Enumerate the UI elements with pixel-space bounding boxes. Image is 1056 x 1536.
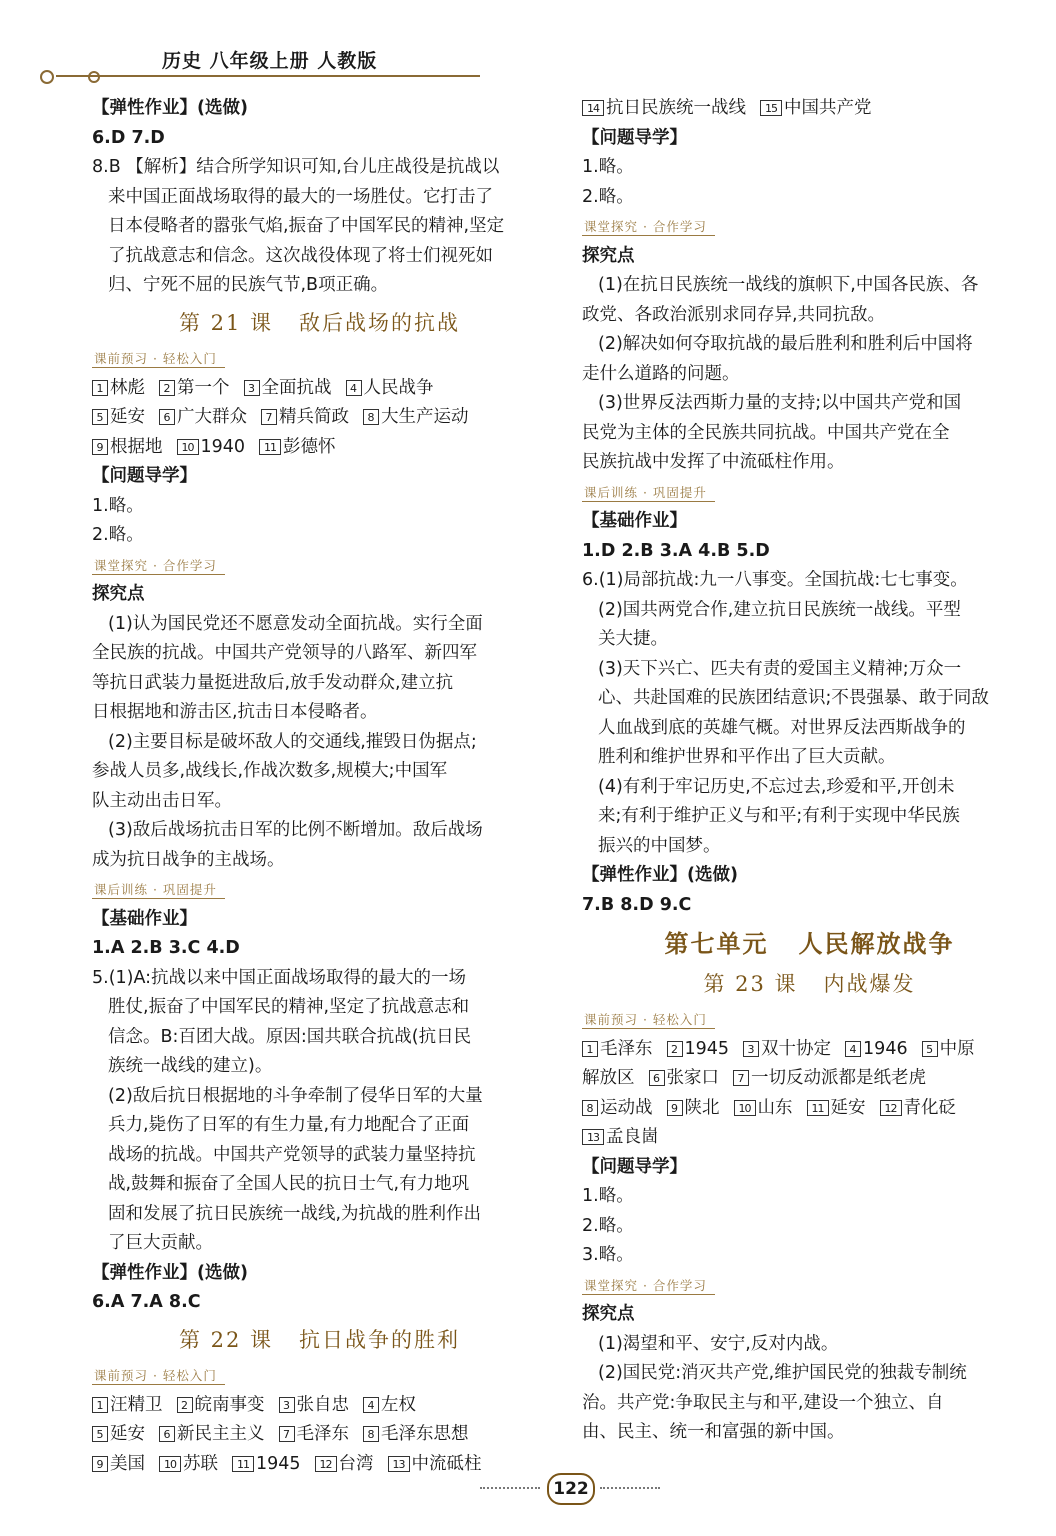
text-line: 由、民主、统一和富强的新中国。	[582, 1422, 845, 1442]
section-tag: 课堂探究 · 合作学习	[582, 1277, 715, 1295]
text-line: 民党为主体的全民族共同抗战。中国共产党在全	[582, 422, 950, 443]
keyword: 广大群众	[177, 407, 247, 427]
text-line: 关大捷。	[598, 629, 668, 649]
keyword-row	[92, 1420, 547, 1450]
section-tag: 课后训练 · 巩固提升	[92, 881, 225, 899]
text-line: 成为抗日战争的主战场。	[92, 849, 285, 870]
keyword-list	[92, 1391, 547, 1480]
text-line: 了抗战意志和信念。这次战役体现了将士们视死如	[108, 245, 493, 266]
item-number-box: 14	[582, 100, 604, 116]
keyword: 林彪	[110, 377, 145, 398]
text-line: 战,鼓舞和振奋了全国人民的抗日士气,有力地巩	[108, 1174, 470, 1194]
right-column	[582, 94, 1037, 1448]
item-number-box: 9	[667, 1100, 683, 1116]
item-number-box: 5	[922, 1041, 938, 1057]
keyword: 中原	[939, 1038, 975, 1059]
text-line: 心、共赴国难的民族团结意识;不畏强暴、敢于同敌	[598, 688, 989, 708]
item-number-box: 4	[346, 380, 362, 396]
keyword: 延安	[110, 407, 145, 427]
section-label: 【基础作业】	[582, 511, 687, 531]
item-number-box: 7	[261, 409, 277, 425]
text-line: (1)渴望和平、安宁,反对内战。	[598, 1333, 839, 1354]
keyword: 1940	[200, 436, 246, 457]
text-line: 信念。B:百团大战。原因:国共联合抗战(抗日民	[108, 1026, 472, 1047]
item-number-box: 10	[734, 1100, 756, 1116]
section-label: 【问题导学】	[582, 1156, 687, 1177]
keyword-list	[582, 1035, 1037, 1153]
keyword: 双十协定	[761, 1038, 832, 1059]
text-line: (2)国共两党合作,建立抗日民族统一战线。平型	[598, 599, 961, 620]
text-line: 固和发展了抗日民族统一战线,为抗战的胜利作出	[108, 1203, 482, 1224]
page-footer	[480, 1473, 660, 1503]
text-line: (3)敌后战场抗击日军的比例不断增加。敌后战场	[108, 820, 483, 840]
lesson-name: 内战爆发	[823, 971, 916, 996]
item-number-box: 11	[807, 1100, 829, 1116]
text-line: 胜仗,振奋了中国军民的精神,坚定了抗战意志和	[108, 997, 470, 1017]
text-line: 政党、各政治派别求同存异,共同抗敌。	[582, 304, 886, 325]
item-number-box: 8	[363, 409, 379, 425]
keyword-list	[92, 374, 547, 463]
text-line: 走什么道路的问题。	[582, 363, 740, 384]
item-number-box: 12	[880, 1100, 902, 1116]
text-line: 5.(1)A:抗战以来中国正面战场取得的最大的一场	[92, 967, 467, 988]
text-line: (2)国民党:消灭共产党,维护国民党的独裁专制统	[598, 1363, 967, 1383]
keyword-row	[582, 1035, 1037, 1065]
text-line: 全民族的抗战。中国共产党领导的八路军、新四军	[92, 643, 477, 663]
text-line: 兵力,毙伤了日军的有生力量,有力地配合了正面	[108, 1115, 470, 1135]
section-label: 探究点	[582, 1304, 635, 1324]
text-line: (2)主要目标是破坏敌人的交通线,摧毁日伪据点;	[108, 731, 477, 752]
footer-dots	[480, 1487, 540, 1489]
keyword: 新民主主义	[177, 1424, 265, 1444]
text-line: 了巨大贡献。	[108, 1233, 213, 1253]
text-line: 民族抗战中发挥了中流砥柱作用。	[582, 452, 845, 472]
header-ornament	[88, 71, 100, 83]
keyword: 张自忠	[296, 1394, 349, 1415]
text-line: 等抗日武装力量挺进敌后,放手发动群众,建立抗	[92, 672, 454, 693]
keyword: 1945	[256, 1453, 301, 1474]
text-line: 8.B 【解析】结合所学知识可知,台儿庄战役是抗战以	[92, 157, 500, 177]
keyword-row	[92, 1391, 547, 1421]
item-number-box: 6	[159, 409, 175, 425]
answer-line: 7.B 8.D 9.C	[582, 894, 692, 915]
section-tag: 课前预习 · 轻松入门	[92, 350, 225, 368]
keyword: 左权	[381, 1394, 416, 1415]
item-number-box: 1	[92, 1397, 108, 1413]
keyword: 抗日民族统一战线	[606, 98, 746, 118]
item-number-box: 3	[244, 380, 260, 396]
page-number: 122	[547, 1473, 595, 1505]
page-header	[40, 42, 480, 92]
keyword: 1946	[863, 1038, 908, 1059]
item-number-box: 15	[760, 100, 782, 116]
item-number-box: 1	[92, 380, 108, 396]
item-number-box: 6	[159, 1426, 175, 1442]
section-tag: 课后训练 · 巩固提升	[582, 484, 715, 502]
lesson-number: 第 23 课	[703, 971, 798, 996]
keyword: 精兵简政	[279, 407, 349, 427]
header-rule	[56, 75, 480, 77]
text-line: 治。共产党:争取民主与和平,建设一个独立、自	[582, 1392, 944, 1413]
item-number-box: 8	[582, 1100, 598, 1116]
keyword: 美国	[110, 1453, 145, 1474]
text-line: 1.略。	[582, 157, 634, 177]
item-number-box: 11	[259, 439, 281, 455]
item-number-box: 12	[315, 1456, 337, 1472]
text-line: 6.(1)局部抗战:九一八事变。全国抗战:七七事变。	[582, 570, 968, 590]
text-line: (2)解决如何夺取抗战的最后胜利和胜利后中国将	[598, 334, 973, 354]
text-line: 3.略。	[582, 1245, 634, 1265]
section-label: 【问题导学】	[92, 466, 197, 486]
keyword-row	[582, 1123, 1037, 1153]
answer-line: 1.A 2.B 3.C 4.D	[92, 938, 240, 958]
keyword: 山东	[757, 1097, 793, 1118]
keyword: 中国共产党	[784, 98, 872, 118]
keyword: 陕北	[684, 1097, 720, 1118]
item-number-box: 6	[649, 1070, 665, 1086]
keyword-row	[582, 94, 1037, 124]
item-number-box: 5	[92, 1426, 108, 1442]
text-line: 归、宁死不屈的民族气节,B项正确。	[108, 275, 389, 295]
answer-line: 6.D 7.D	[92, 127, 165, 148]
keyword-row	[92, 433, 547, 463]
keyword-row	[582, 1094, 1037, 1124]
item-number-box: 5	[92, 409, 108, 425]
keyword: 根据地	[110, 436, 163, 457]
keyword: 台湾	[338, 1453, 374, 1474]
lesson-title	[582, 970, 1037, 1000]
section-tag: 课堂探究 · 合作学习	[582, 218, 715, 236]
unit-name: 人民解放战争	[798, 930, 955, 958]
text-line: 日根据地和游击区,抗击日本侵略者。	[92, 702, 378, 722]
item-number-box: 3	[743, 1041, 759, 1057]
keyword-list	[582, 94, 1037, 124]
text-line: 队主动出击日军。	[92, 790, 232, 811]
keyword: 延安	[830, 1097, 866, 1118]
lesson-number: 第 21 课	[178, 310, 274, 335]
footer-dots	[600, 1487, 660, 1489]
text-line: 来;有利于维护正义与和平;有利于实现中华民族	[598, 806, 960, 826]
keyword: 彭德怀	[283, 436, 336, 457]
lesson-title	[92, 309, 547, 339]
item-number-box: 4	[363, 1397, 379, 1413]
text-line: (3)天下兴亡、匹夫有责的爱国主义精神;万众一	[598, 658, 962, 679]
keyword-row	[92, 1450, 547, 1480]
keyword: 1945	[684, 1038, 730, 1059]
answer-line: 1.D 2.B 3.A 4.B 5.D	[582, 540, 770, 561]
text-line: 胜利和维护世界和平作出了巨大贡献。	[598, 747, 896, 767]
item-number-box: 2	[159, 380, 175, 396]
answer-line: 6.A 7.A 8.C	[92, 1292, 201, 1312]
unit-title	[582, 930, 1037, 960]
item-number-box: 13	[582, 1129, 604, 1145]
item-number-box: 7	[733, 1070, 749, 1086]
keyword: 全面抗战	[261, 377, 332, 398]
item-number-box: 4	[845, 1041, 861, 1057]
item-number-box: 1	[582, 1041, 598, 1057]
section-tag: 课前预习 · 轻松入门	[582, 1011, 715, 1029]
text-line: 来中国正面战场取得的最大的一场胜仗。它打击了	[108, 186, 493, 207]
lesson-name: 敌后战场的抗战	[299, 310, 461, 335]
text-line: 战场的抗战。中国共产党领导的武装力量坚持抗	[108, 1144, 476, 1165]
text-line: 振兴的中国梦。	[598, 835, 721, 856]
keyword: 孟良崮	[606, 1127, 659, 1147]
section-label: 【基础作业】	[92, 908, 197, 929]
item-number-box: 8	[363, 1426, 379, 1442]
keyword: 一切反动派都是纸老虎	[751, 1068, 926, 1088]
text-line: (1)在抗日民族统一战线的旗帜下,中国各民族、各	[598, 275, 979, 295]
item-number-box: 9	[92, 1456, 108, 1472]
keyword: 汪精卫	[110, 1394, 163, 1415]
item-number-box: 2	[667, 1041, 683, 1057]
keyword: 苏联	[183, 1453, 218, 1474]
text-line: 2.略。	[92, 525, 144, 545]
text-line: 人血战到底的英雄气概。对世界反法西斯战争的	[598, 717, 966, 738]
keyword: 毛泽东	[296, 1424, 349, 1444]
item-number-box: 13	[388, 1456, 410, 1472]
text-line: (2)敌后抗日根据地的斗争牵制了侵华日军的大量	[108, 1085, 483, 1106]
section-label: 【问题导学】	[582, 127, 687, 148]
lesson-title	[92, 1326, 547, 1356]
keyword: 延安	[110, 1424, 145, 1444]
section-tag: 课堂探究 · 合作学习	[92, 557, 225, 575]
text-line: (1)认为国民党还不愿意发动全面抗战。实行全面	[108, 613, 483, 634]
text-line: 1.略。	[582, 1186, 634, 1206]
section-label: 探究点	[92, 584, 145, 604]
text-line: 参战人员多,战线长,作战次数多,规模大;中国军	[92, 761, 448, 781]
section-label: 【弹性作业】(选做)	[582, 865, 738, 885]
keyword: 毛泽东	[600, 1038, 653, 1059]
item-number-box: 10	[159, 1456, 181, 1472]
item-number-box: 2	[177, 1397, 193, 1413]
keyword: 大生产运动	[381, 407, 469, 427]
item-number-box: 9	[92, 439, 108, 455]
lesson-name: 抗日战争的胜利	[299, 1327, 461, 1352]
left-column	[92, 94, 547, 1479]
text-line: 族统一战线的建立)。	[108, 1056, 273, 1076]
text-line: 1.略。	[92, 495, 144, 516]
text-line: 日本侵略者的嚣张气焰,振奋了中国军民的精神,坚定	[108, 216, 505, 236]
text-line: 2.略。	[582, 1215, 634, 1236]
keyword: 第一个	[177, 377, 230, 398]
unit-number: 第七单元	[664, 930, 769, 958]
item-number-box: 7	[279, 1426, 295, 1442]
keyword-row	[92, 374, 547, 404]
keyword: 运动战	[600, 1097, 653, 1118]
header-title: 历史 八年级上册 人教版	[162, 50, 378, 72]
lesson-number: 第 22 课	[178, 1327, 274, 1352]
text-line: (3)世界反法西斯力量的支持;以中国共产党和国	[598, 393, 962, 413]
header-ornament	[40, 70, 54, 84]
keyword: 皖南事变	[194, 1394, 265, 1415]
item-number-box: 11	[232, 1456, 254, 1472]
keyword: 中流砥柱	[411, 1453, 482, 1474]
keyword: 人民战争	[363, 377, 434, 398]
section-label: 探究点	[582, 245, 635, 266]
keyword: 张家口	[666, 1068, 719, 1088]
text-line: 2.略。	[582, 186, 634, 207]
keyword: 毛泽东思想	[381, 1424, 469, 1444]
section-tag: 课前预习 · 轻松入门	[92, 1367, 225, 1385]
section-label: 【弹性作业】(选做)	[92, 98, 248, 118]
keyword-row	[92, 403, 547, 433]
item-number-box: 3	[279, 1397, 295, 1413]
keyword: 青化砭	[903, 1097, 956, 1118]
keyword-row	[582, 1064, 1037, 1094]
text-line: (4)有利于牢记历史,不忘过去,珍爱和平,开创未	[598, 776, 955, 797]
item-number-box: 10	[177, 439, 199, 455]
keyword: 解放区	[582, 1068, 635, 1088]
section-label: 【弹性作业】(选做)	[92, 1262, 248, 1283]
